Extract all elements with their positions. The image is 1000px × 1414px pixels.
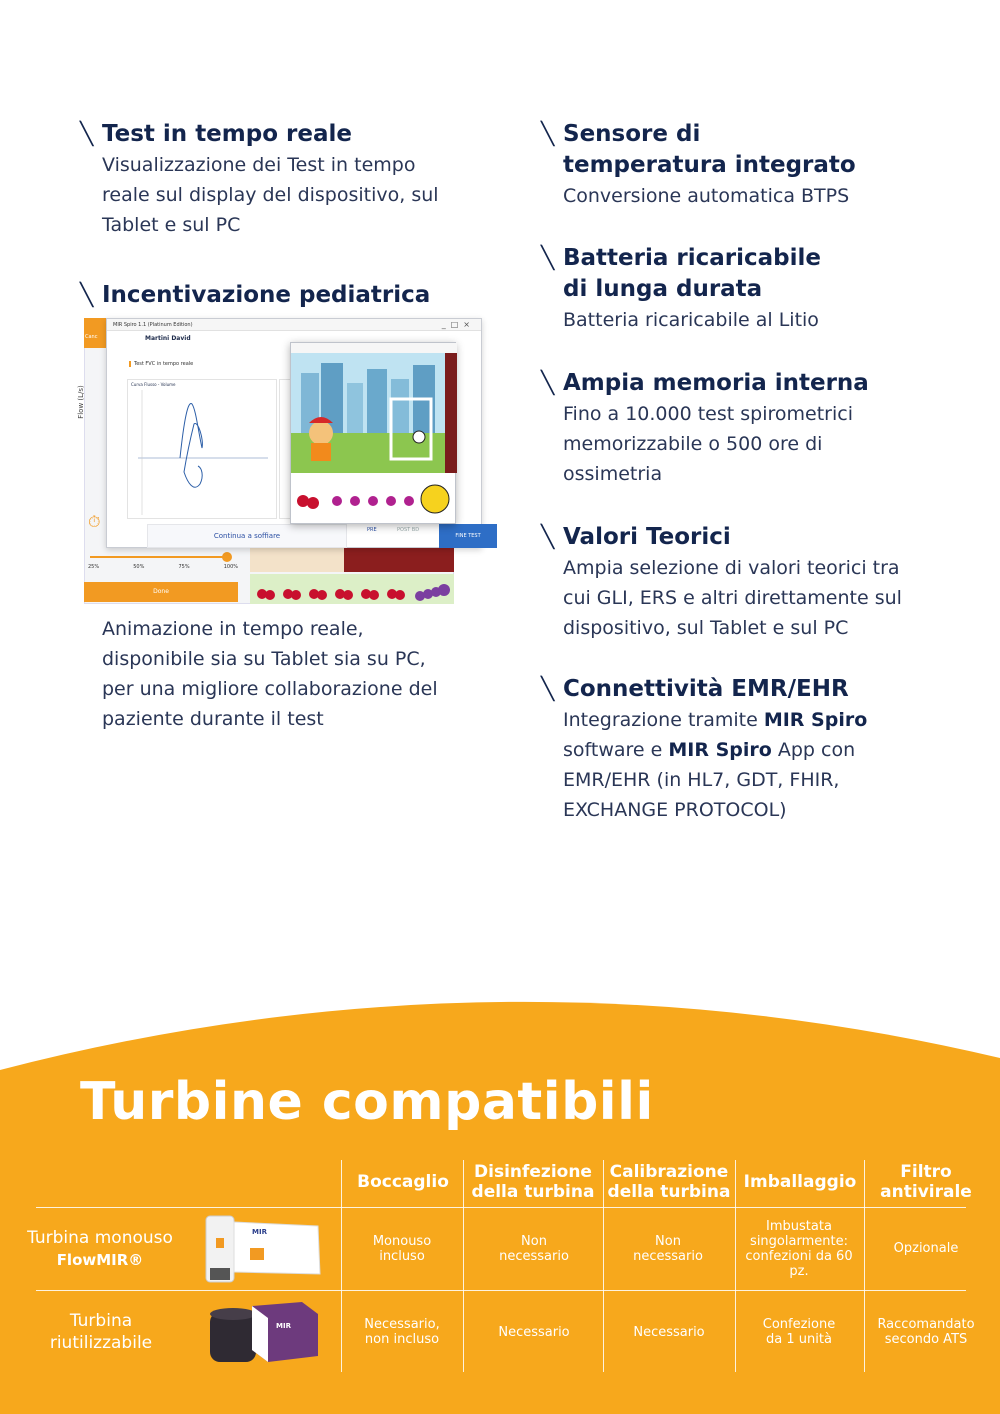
slider-tick: 100% — [223, 564, 238, 570]
cell-mouthpiece: Necessario, non incluso — [364, 1317, 440, 1347]
header-calibration: Calibrazione della turbina — [607, 1162, 731, 1202]
feature-title: Incentivazione pediatrica — [102, 282, 431, 308]
slider-track[interactable] — [90, 556, 230, 558]
soccer-game-illustration — [291, 343, 457, 525]
header-disinfection: Disinfezione della turbina — [471, 1162, 595, 1202]
feature-connectivity — [541, 674, 921, 825]
table-divider — [603, 1160, 604, 1372]
table-divider — [735, 1160, 736, 1372]
desc-bold: MIR Spiro — [668, 739, 772, 761]
cell-calibration: Non necessario — [633, 1234, 703, 1264]
app-screenshot — [76, 318, 482, 604]
feature-title: Connettività EMR/EHR — [563, 676, 849, 702]
table-divider — [36, 1207, 966, 1208]
slash-icon: ╲ — [541, 525, 555, 550]
flowmir-package-icon — [200, 1212, 324, 1288]
cell-mouthpiece: Monouso incluso — [372, 1234, 432, 1264]
slash-icon: ╲ — [541, 371, 555, 396]
flow-volume-plot — [127, 379, 277, 519]
feature-real-time-test — [80, 119, 480, 240]
feature-desc: Conversione automatica BTPS — [563, 185, 850, 207]
slash-icon: ╲ — [541, 677, 555, 702]
header-mouthpiece: Boccaglio — [357, 1172, 449, 1192]
feature-desc: Ampia selezione di valori teorici tra cui GLI, ERS e altri direttamente sul dispositivo, sul Tablet e sul PC — [563, 557, 902, 639]
fvc-label: Test FVC in tempo reale — [129, 361, 193, 367]
window-title: MIR Spiro 1.1 (Platinum Edition) — [107, 319, 481, 331]
slider-tick: 50% — [133, 564, 145, 570]
patient-name: Martini David — [145, 335, 191, 342]
desc-part: software e — [563, 739, 669, 761]
feature-title: Ampia memoria interna — [563, 370, 869, 396]
feature-title: Test in tempo reale — [102, 121, 352, 147]
feature-pediatric-desc — [80, 614, 480, 734]
brand-logo: MIR — [276, 1322, 291, 1330]
desc-part: App con EMR/EHR (in HL7, GDT, FHIR, EXCHANGE PROTOCOL) — [563, 739, 856, 821]
post-bd-button[interactable]: POST BD — [397, 527, 420, 533]
slider-tick: 25% — [88, 564, 100, 570]
feature-temperature-sensor — [541, 119, 921, 211]
stage-curtain — [344, 548, 454, 572]
table-divider — [341, 1160, 342, 1372]
feature-desc: Animazione in tempo reale, disponibile sia su Tablet sia su PC, per una migliore collaborazione del paziente durante il test — [102, 618, 438, 730]
game-window — [290, 342, 456, 524]
section-title: Turbine compatibili — [80, 1072, 654, 1132]
feature-desc: Batteria ricaricabile al Litio — [563, 309, 819, 331]
header-filter: Filtro antivirale — [880, 1162, 972, 1202]
table-divider — [463, 1160, 464, 1372]
window-controls[interactable]: _□× — [441, 320, 475, 329]
cell-disinfection: Necessario — [498, 1325, 570, 1340]
slider-tick: 75% — [178, 564, 190, 570]
cherries-strip — [250, 574, 454, 604]
reusable-product-image — [206, 1298, 322, 1372]
cell-packaging: Imbustata singolarmente: confezioni da 60 pz. — [745, 1219, 853, 1279]
slash-icon: ╲ — [80, 283, 94, 308]
cherry-row-icon — [250, 574, 454, 604]
end-test-button[interactable]: FINE TEST — [439, 524, 497, 548]
cell-disinfection: Non necessario — [499, 1234, 569, 1264]
feature-desc: Fino a 10.000 test spirometrici memorizzabile o 500 ore di ossimetria — [563, 403, 853, 485]
desc-part: Integrazione tramite — [563, 709, 764, 731]
slider-knob[interactable] — [222, 552, 232, 562]
cell-filter: Opzionale — [893, 1241, 959, 1256]
feature-theoretical-values — [541, 522, 931, 643]
slash-icon: ╲ — [80, 122, 94, 147]
flowmir-product-image — [200, 1212, 324, 1292]
feature-battery — [541, 243, 921, 335]
cell-filter: Raccomandato secondo ATS — [877, 1317, 975, 1347]
orange-strip — [84, 318, 108, 348]
y-axis-label: Flow (L/s) — [76, 385, 85, 419]
feature-memory — [541, 368, 921, 489]
flow-volume-curve — [128, 380, 278, 520]
cell-packaging: Confezione da 1 unità — [762, 1317, 836, 1347]
feature-title: Valori Teorici — [563, 524, 731, 550]
row-label-brand: FlowMIR® — [56, 1251, 144, 1269]
reusable-turbine-icon — [206, 1298, 322, 1368]
done-button[interactable]: Done — [84, 582, 238, 602]
feature-title: Batteria ricaricabile di lunga durata — [563, 245, 821, 302]
slash-icon: ╲ — [541, 246, 555, 271]
feature-desc: Visualizzazione dei Test in tempo reale sul display del dispositivo, sul Tablet e sul PC — [102, 154, 439, 236]
feature-desc — [563, 705, 883, 825]
cell-calibration: Necessario — [633, 1325, 705, 1340]
continue-button[interactable]: Continua a soffiare — [147, 524, 347, 548]
row-label-text: Turbina monouso — [27, 1228, 173, 1248]
strip-text: Canc — [85, 334, 98, 340]
slider-ticks — [88, 564, 238, 570]
feature-title: Sensore di temperatura integrato — [563, 121, 856, 178]
slash-icon: ╲ — [541, 122, 555, 147]
table-divider — [864, 1160, 865, 1372]
pre-button[interactable]: PRE — [367, 527, 377, 533]
row-label-reusable: Turbina riutilizzabile — [49, 1311, 153, 1353]
header-packaging: Imballaggio — [743, 1172, 857, 1192]
plot-label: Curva Flusso - Volume — [131, 382, 176, 387]
feature-pediatric-incentive — [80, 280, 480, 311]
desc-bold: MIR Spiro — [763, 709, 868, 731]
row-label-disposable — [22, 1227, 178, 1271]
table-divider — [36, 1290, 966, 1291]
timer-icon: ⏱ — [88, 512, 101, 531]
brand-logo: MIR — [252, 1228, 267, 1236]
